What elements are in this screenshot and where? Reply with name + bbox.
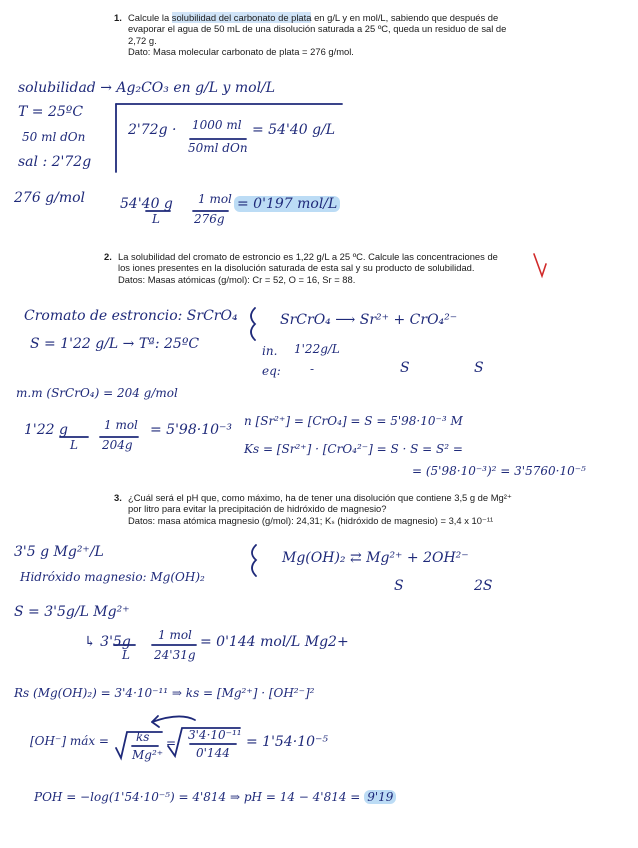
- hw-p3-conv-left: ↳ 3'5g: [84, 634, 131, 650]
- problem-2-statement: [104, 251, 498, 285]
- hw-p3-r-s: S: [394, 578, 404, 594]
- hw-p3-oh-result: = 1'54·10⁻⁵: [246, 734, 329, 750]
- problem-1-line-3: 2,72 g.: [128, 34, 157, 46]
- hw-p3-oh-sqrt1-bot: Mg²⁺: [132, 748, 164, 762]
- hw-p1-calc2-left-bot: L: [152, 212, 160, 226]
- hw-p2-in-val: 1'22g/L: [294, 342, 340, 356]
- hw-p2-ks: Ks = [Sr²⁺] · [CrO₄²⁻] = S · S = S² =: [244, 442, 463, 456]
- hw-p1-solubilidad: solubilidad → Ag₂CO₃ en g/L y mol/L: [18, 80, 276, 96]
- problem-1-statement: [114, 12, 507, 57]
- hw-p1-calc1-result: = 54'40 g/L: [252, 122, 336, 138]
- hw-p1-vol: 50 ml dOn: [22, 130, 86, 144]
- problem-1-line-4: Dato: Masa molecular carbonato de plata = 276 g/mol.: [128, 45, 354, 57]
- problem-3-line-1: ¿Cuál será el pH que, como máximo, ha de tener una disolución que contiene 3,5 g de Mg²⁺: [128, 492, 512, 503]
- hw-p3-conv-result: = 0'144 mol/L Mg2+: [200, 634, 349, 650]
- hw-p3-poh: POH = −log(1'54·10⁻⁵) = 4'814 ⇒ pH = 14 − 4'814 = 9'19: [34, 790, 396, 804]
- hw-p3-hidroxido: Hidróxido magnesio: Mg(OH)₂: [20, 570, 205, 584]
- hw-p1-calc2-frac-bot: 276g: [194, 212, 225, 226]
- hw-p2-in-label: in.: [262, 344, 278, 358]
- hw-p2-conc: n [Sr²⁺] = [CrO₄] = S = 5'98·10⁻³ M: [244, 414, 463, 428]
- hw-p2-conv-frac-bot: 204g: [102, 438, 133, 452]
- hw-p2-conv-left-bot: L: [70, 438, 78, 452]
- hw-p1-calc1-num: 2'72g ·: [128, 122, 177, 138]
- problem-2-line-2: los iones presentes en la disolución saturada de esta sal y su producto de solubilidad.: [118, 262, 475, 274]
- hw-p2-conv-frac-top: 1 mol: [104, 418, 138, 432]
- hw-p3-oh-eq: =: [166, 736, 177, 750]
- hw-p3-reaction: Mg(OH)₂ ⇄ Mg²⁺ + 2OH²⁻: [282, 550, 469, 566]
- brace-p2: [251, 308, 255, 340]
- problem-1-line-1: Calcule la solubilidad del carbonato de plata en g/L y en mol/L, sabiendo que después de: [128, 12, 499, 23]
- hw-p1-temp: T = 25ºC: [18, 104, 84, 120]
- hw-p1-sal: sal : 2'72g: [18, 154, 92, 170]
- hw-p1-masa: 276 g/mol: [14, 190, 86, 206]
- problem-1-number: 1.: [114, 12, 122, 23]
- problem-2-line-1: La solubilidad del cromato de estroncio es 1,22 g/L a 25 ºC. Calcule las concentraciones de: [118, 251, 498, 262]
- problem-3-number: 3.: [114, 492, 122, 503]
- problem-2-number: 2.: [104, 251, 112, 262]
- hw-p3-conv-frac-top: 1 mol: [158, 628, 192, 642]
- hw-p2-eq-label: eq:: [262, 364, 281, 378]
- hw-p1-calc1-frac-top: 1000 ml: [192, 118, 242, 132]
- hw-p2-ks-result: = (5'98·10⁻³)² = 3'5760·10⁻⁵: [412, 464, 586, 478]
- hw-p3-conv-frac-bot: 24'31g: [154, 648, 196, 662]
- hw-p2-cromato: Cromato de estroncio: SrCrO₄: [24, 308, 238, 324]
- hw-p3-oh-sqrt2-bot: 0'144: [196, 746, 230, 760]
- hw-p2-eq-s1: S: [400, 360, 410, 376]
- problem-2-line-3: Datos: Masas atómicas (g/mol): Cr = 52, O = 16, Sr = 88.: [118, 273, 356, 285]
- problem-1-line-2: evaporar el agua de 50 mL de una disolución saturada a 25 ºC, queda un residuo de sal de: [128, 23, 507, 35]
- hw-p2-mm: m.m (SrCrO₄) = 204 g/mol: [16, 386, 178, 400]
- hw-p3-conv-left-bot: L: [122, 648, 130, 662]
- hw-p2-conv-left: 1'22 g: [24, 422, 68, 438]
- problem-3-line-3: Datos: masa atómica magnesio (g/mol): 24,31; Kₛ (hidróxido de magnesio) = 3,4 x 10⁻¹¹: [128, 514, 494, 526]
- hw-p1-calc2-left: 54'40 g: [120, 196, 173, 212]
- hw-p2-s-line: S = 1'22 g/L → Tª: 25ºC: [30, 336, 200, 352]
- highlighted-text: solubilidad del carbonato de plata: [171, 12, 312, 23]
- hw-p2-eq-s2: S: [474, 360, 484, 376]
- problem-3-statement: [114, 492, 512, 526]
- hw-p3-mg: 3'5 g Mg²⁺/L: [14, 544, 104, 560]
- problem-3-line-2: por litro para evitar la precipitación de hidróxido de magnesio?: [128, 503, 387, 515]
- hw-p3-ph-result: 9'19: [364, 790, 396, 804]
- hw-p2-conv-result: = 5'98·10⁻³: [150, 422, 233, 438]
- hw-p1-calc2-result: = 0'197 mol/L: [234, 196, 340, 212]
- hw-p3-oh-sqrt1-top: ks: [136, 730, 150, 744]
- hw-p3-r-2s: 2S: [474, 578, 493, 594]
- red-check-mark: [534, 254, 546, 276]
- hw-p3-ks-line: Rs (Mg(OH)₂) = 3'4·10⁻¹¹ ⇒ ks = [Mg²⁺] · [OH²⁻]²: [14, 686, 315, 700]
- hw-p2-eq-dash: -: [310, 362, 315, 376]
- hw-p2-reaction: SrCrO₄ ⟶ Sr²⁺ + CrO₄²⁻: [280, 312, 458, 328]
- hw-p3-s-line: S = 3'5g/L Mg²⁺: [14, 604, 130, 620]
- hw-p1-calc2-frac-top: 1 mol: [198, 192, 232, 206]
- brace-p3: [252, 545, 256, 576]
- hw-p1-calc1-frac-bot: 50ml dOn: [188, 141, 248, 155]
- hw-p3-oh-sqrt2-top: 3'4·10⁻¹¹: [188, 728, 242, 742]
- hw-p3-oh-left: [OH⁻] máx =: [30, 734, 109, 748]
